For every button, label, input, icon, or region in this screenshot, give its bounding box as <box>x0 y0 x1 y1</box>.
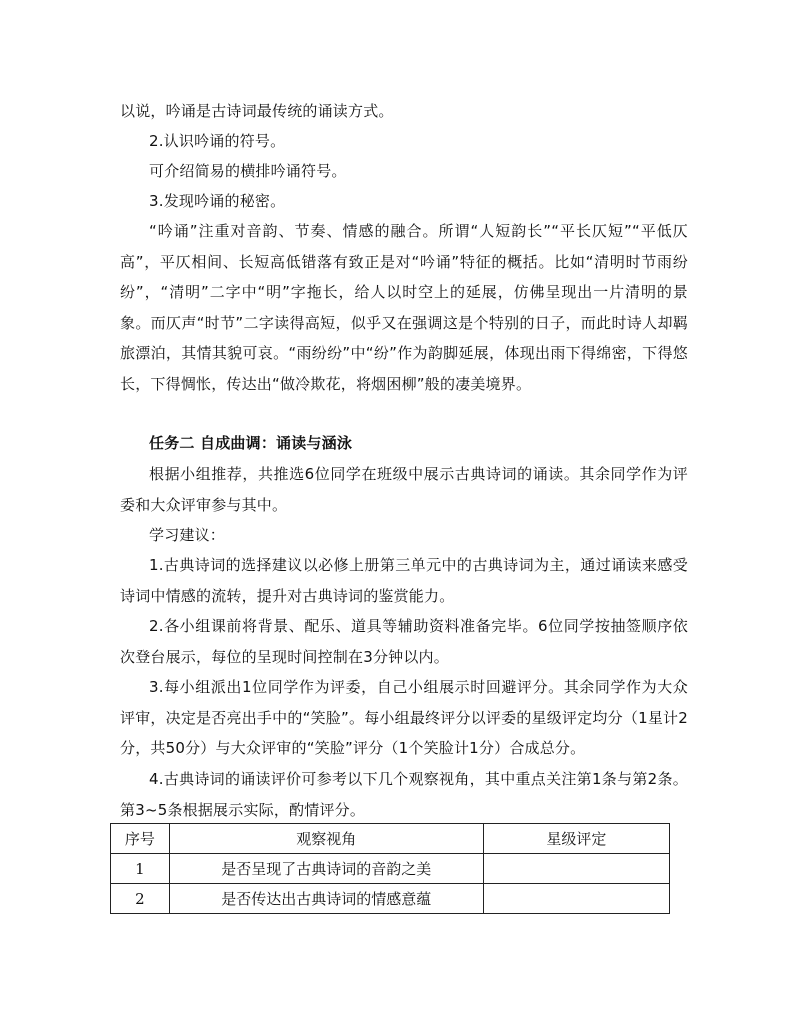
paragraph-tip-3: 3.每小组派出1位同学作为评委，自己小组展示时回避评分。其余同学作为大众评审，决定是否亮出手中的“笑脸”。每小组最终评分以评委的星级评定均分（1星计2分，共50分）与大众评审的“笑脸”评分（1个笑脸计1分）合成总分。 <box>120 678 688 757</box>
observation-table <box>110 823 670 914</box>
paragraph-tip-4: 4.古典诗词的诵读评价可参考以下几个观察视角，其中重点关注第1条与第2条。第3~5条根据展示实际，酌情评分。 <box>120 770 688 819</box>
table-cell-number: 1 <box>111 854 170 884</box>
paragraph-item-2: 2.认识吟诵的符号。 <box>149 132 286 150</box>
table-cell-view: 是否传达出古典诗词的情感意蕴 <box>169 884 483 914</box>
table-header-view: 观察视角 <box>169 824 483 854</box>
paragraph-intro-end: 以说，吟诵是古诗词最传统的诵读方式。 <box>120 102 394 120</box>
table-row <box>111 884 670 914</box>
paragraph-item-3: 3.发现吟诵的秘密。 <box>149 192 286 210</box>
table-cell-view: 是否呈现了古典诗词的音韵之美 <box>169 854 483 884</box>
table-cell-rating <box>483 884 669 914</box>
paragraph-tip-1: 1.古典诗词的选择建议以必修上册第三单元中的古典诗词为主，通过诵读来感受诗词中情感的流转，提升对古典诗词的鉴赏能力。 <box>120 556 688 605</box>
table-header-row <box>111 824 670 854</box>
paragraph-chanting-secret: “吟诵”注重对音韵、节奏、情感的融合。所谓“人短韵长”“平长仄短”“平低仄高”，平仄相间、长短高低错落有致正是对“吟诵”特征的概括。比如“清明时节雨纷纷”，“清明”二字中“明”字拖长，给人以时空上的延展，仿佛呈现出一片清明的景象。而仄声“时节”二字读得高短，似乎又在强调这是个特别的日子，而此时诗人却羁旅漂泊，其情其貌可哀。“雨纷纷”中“纷”作为韵脚延展，体现出雨下得绵密，下得悠长，下得惆怅，传达出“做冷欺花，将烟困柳”般的凄美境界。 <box>120 222 688 393</box>
paragraph-learning-tips: 学习建议： <box>149 526 226 544</box>
table-cell-rating <box>483 854 669 884</box>
table-row <box>111 854 670 884</box>
table-cell-number: 2 <box>111 884 170 914</box>
table-header-rating: 星级评定 <box>483 824 669 854</box>
task-two-heading: 任务二 自成曲调：诵读与涵泳 <box>149 434 353 452</box>
paragraph-tip-2: 2.各小组课前将背景、配乐、道具等辅助资料准备完毕。6位同学按抽签顺序依次登台展示，每位的呈现时间控制在3分钟以内。 <box>120 617 688 666</box>
paragraph-recommendation: 根据小组推荐，共推选6位同学在班级中展示古典诗词的诵读。其余同学作为评委和大众评审参与其中。 <box>120 465 688 514</box>
table-header-number: 序号 <box>111 824 170 854</box>
paragraph-symbol-note: 可介绍简易的横排吟诵符号。 <box>149 162 347 180</box>
